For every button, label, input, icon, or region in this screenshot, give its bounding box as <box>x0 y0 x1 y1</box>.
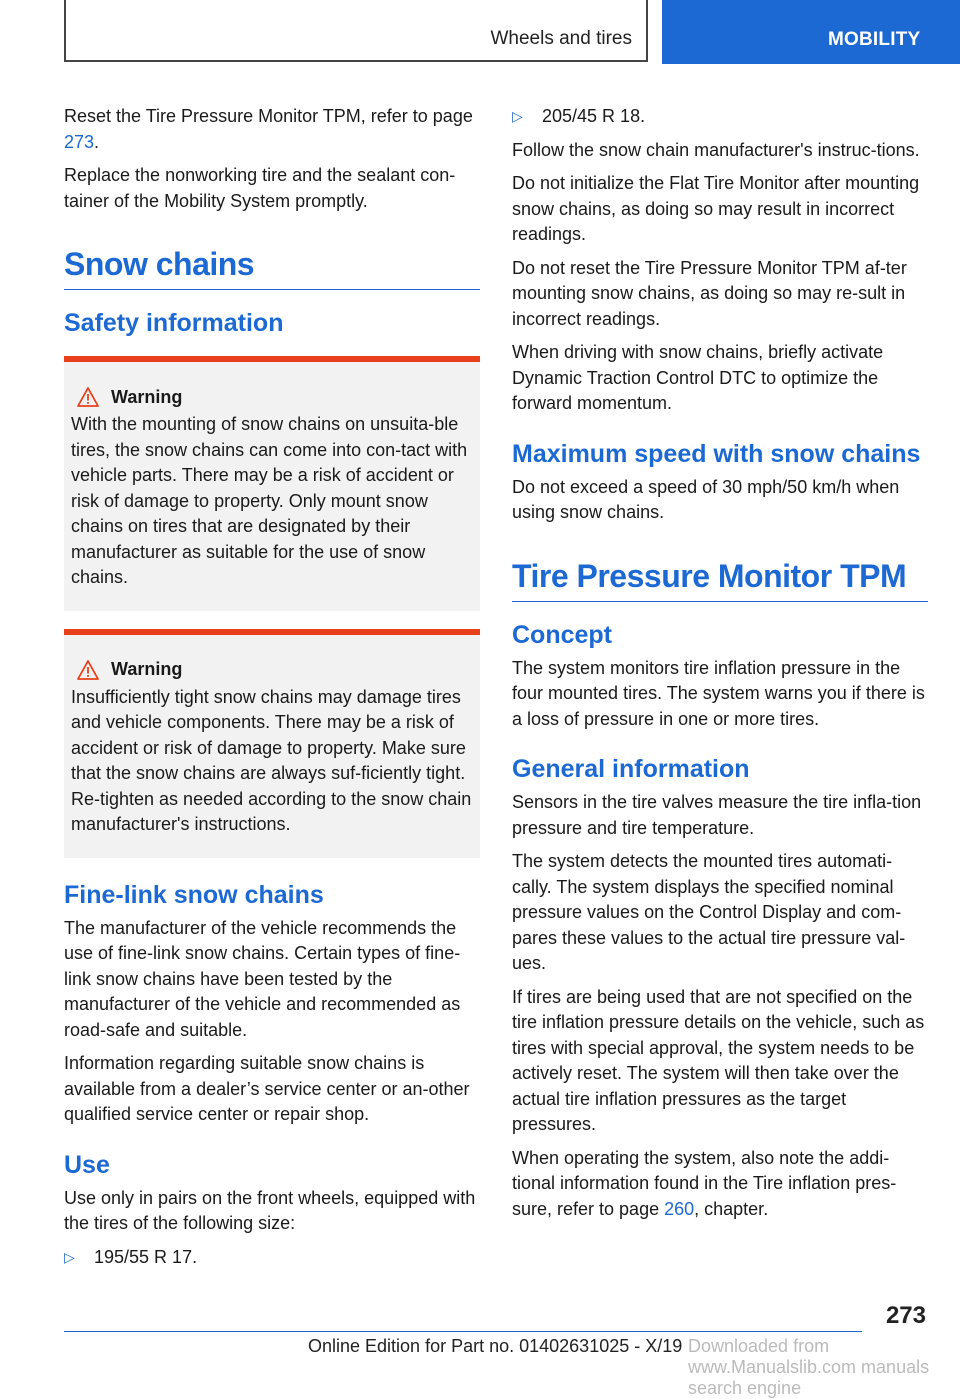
warning-box-1 <box>64 356 480 611</box>
heading-fine-link-snow-chains: Fine-link snow chains <box>64 880 324 909</box>
tire-size-list-continued <box>512 104 928 130</box>
list-item: ▷ 205/45 R 18. <box>512 104 928 130</box>
left-column <box>64 104 480 1278</box>
paragraph-general-1: Sensors in the tire valves measure the tire infla-tion pressure and tire temperature. <box>512 792 922 838</box>
warning-header <box>71 659 472 681</box>
section-title: Wheels and tires <box>490 28 632 49</box>
paragraph-tpm-reset: Do not reset the Tire Pressure Monitor TPM af-ter mounting snow chains, as doing so may re-sult in incorrect readings. <box>512 257 907 329</box>
warning-box-2 <box>64 629 480 858</box>
heading-safety-information: Safety information <box>64 309 284 337</box>
paragraph-dtc: When driving with snow chains, briefly activate Dynamic Traction Control DTC to optimize the forward momentum. <box>512 342 884 413</box>
warning-triangle-icon <box>71 659 105 681</box>
page-header <box>0 0 960 66</box>
chapter-tab: MOBILITY <box>662 0 960 64</box>
edition-footer: Online Edition for Part no. 01402631025 - X/19 <box>308 1336 683 1356</box>
paragraph-reset-tpm: Reset the Tire Pressure Monitor TPM, refer to page 273. <box>64 106 473 152</box>
triangle-right-bullet-icon: ▷ <box>512 108 523 124</box>
paragraph-general-3: If tires are being used that are not specified on the tire inflation pressure details on the vehicle, such as tires with special approval, the system needs to be actively reset. The system will then take over the actual tire inflation pressures as the target pressures. <box>512 986 925 1134</box>
warning-header <box>71 386 472 408</box>
right-column <box>512 104 928 1230</box>
paragraph-fine-link-2: Information regarding suitable snow chains is available from a dealer’s service center or an-other qualified service center or repair shop. <box>64 1053 470 1124</box>
footer-divider <box>64 1331 862 1332</box>
heading-tpm: Tire Pressure Monitor TPM <box>512 558 928 602</box>
paragraph-fine-link-1: The manufacturer of the vehicle recommends the use of fine-link snow chains. Certain types of fine-link snow chains have been tested by the manufacturer of the vehicle and recommended as road-safe and suitable. <box>64 917 461 1040</box>
paragraph-concept: The system monitors tire inflation pressure in the four mounted tires. The system warns you if there is a loss of pressure in one or more tires. <box>512 657 925 729</box>
page-link-273[interactable]: 273 <box>64 131 95 152</box>
paragraph-flat-tire-monitor: Do not initialize the Flat Tire Monitor after mounting snow chains, as doing so may result in incorrect readings. <box>512 173 920 244</box>
heading-general-information: General information <box>512 755 750 783</box>
watermark: Downloaded from www.Manualslib.com manuals search engine <box>688 1336 930 1398</box>
paragraph-max-speed: Do not exceed a speed of 30 mph/50 km/h when using snow chains. <box>512 476 900 522</box>
paragraph-general-2: The system detects the mounted tires automati-cally. The system displays the specified nominal pressure values on the Control Display and com-pares these values to the actual tire pressure val-ues. <box>512 851 906 973</box>
paragraph-follow-instructions: Follow the snow chain manufacturer's instruc-tions. <box>512 139 920 160</box>
warning-title: Warning <box>111 386 183 407</box>
tire-size-list <box>64 1245 480 1271</box>
warning-triangle-icon <box>71 386 105 408</box>
heading-snow-chains: Snow chains <box>64 246 480 290</box>
warning-text: With the mounting of snow chains on unsuita-ble tires, the snow chains can come into con-tact with vehicle parts. There may be a risk of accident or risk of damage to property. Only mount snow chains on tires that are designated by their manufacturer as suitable for the use of snow chains. <box>71 414 468 587</box>
page-link-260[interactable]: 260 <box>664 1198 695 1219</box>
triangle-right-bullet-icon: ▷ <box>64 1248 75 1265</box>
paragraph-use: Use only in pairs on the front wheels, equipped with the tires of the following size: <box>64 1187 476 1233</box>
paragraph-general-4: When operating the system, also note the addi-tional information found in the Tire inflation pres-sure, refer to page 260, chapter. <box>512 1147 897 1219</box>
list-item: ▷ 195/55 R 17. <box>64 1245 480 1271</box>
heading-concept: Concept <box>512 620 612 649</box>
heading-maximum-speed: Maximum speed with snow chains <box>512 439 921 468</box>
warning-text: Insufficiently tight snow chains may damage tires and vehicle components. There may be a risk of accident or risk of damage to property. Make sure that the snow chains are always suf-ficiently tight. Re-tighten as needed according to the snow chain manufacturer's instructions. <box>71 686 472 834</box>
page-number: 273 <box>885 1302 926 1329</box>
warning-title: Warning <box>111 659 183 679</box>
section-header-box <box>64 0 648 62</box>
paragraph-replace-tire: Replace the nonworking tire and the sealant con-tainer of the Mobility System promptly. <box>64 165 456 211</box>
heading-use: Use <box>64 1150 110 1179</box>
